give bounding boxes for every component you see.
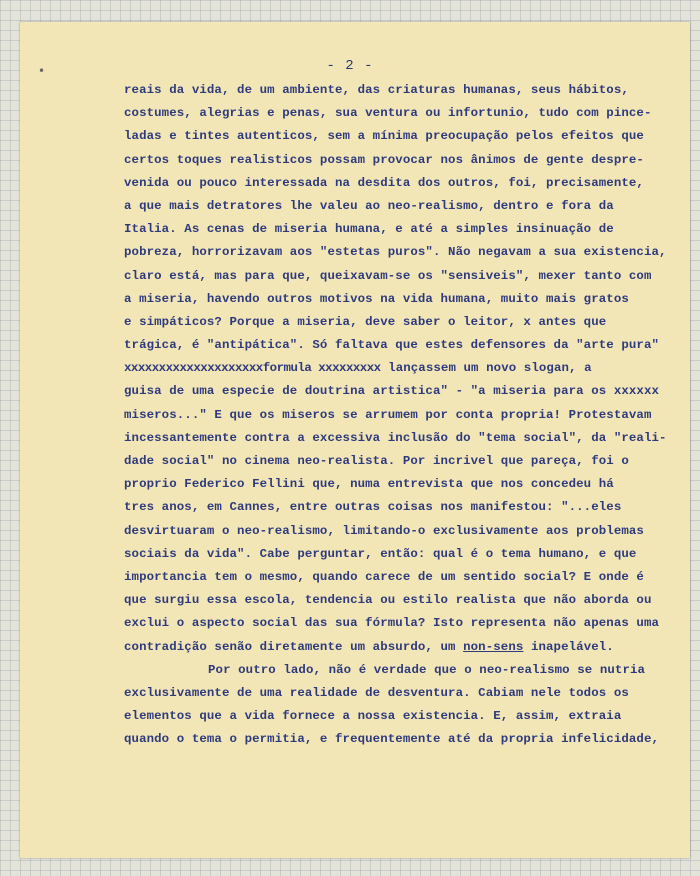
text-line: a miseria, havendo outros motivos na vida humana, muito mais gratos	[124, 291, 629, 306]
text-line: miseros..." E que os miseros se arrumem por conta propria! Protestavam	[124, 407, 652, 422]
text-line: dade social" no cinema neo-realista. Por incrivel que pareça, foi o	[124, 454, 629, 468]
underlined-term: non-sens	[463, 639, 524, 654]
text-line: incessantemente contra a excessiva inclusão do "tema social", da "reali-	[124, 430, 667, 445]
text-line: ladas e tintes autenticos, sem a mínima preocupação pelos efeitos que	[124, 129, 644, 144]
text-line: claro está, mas para que, queixavam-se os "sensiveis", mexer tanto com	[124, 268, 652, 283]
text-fragment: contradição senão diretamente um absurdo, um	[124, 639, 464, 654]
struck-text-line	[124, 357, 684, 380]
page-body	[124, 79, 684, 751]
text-line: e simpáticos? Porque a miseria, deve saber o leitor, x antes que	[124, 314, 607, 329]
paragraph-first-line: Por outro lado, não é verdade que o neo-realismo se nutria	[208, 662, 646, 677]
text-line: certos toques realisticos possam provocar nos ânimos de gente despre-	[124, 152, 644, 167]
text-fragment: inapelável.	[523, 639, 614, 654]
staple-hole-mark: •	[38, 64, 46, 78]
text-line: elementos que a vida fornece a nossa existencia. E, assim, extraia	[124, 709, 622, 724]
text-line: costumes, alegrias e penas, sua ventura ou infortunio, tudo com pince-	[124, 106, 652, 121]
text-line: quando o tema o permitia, e frequentemente até da propria infelicidade,	[124, 732, 660, 747]
text-line: pobreza, horrorizavam aos "estetas puros". Não negavam a sua existencia,	[124, 245, 667, 260]
page-number: - 2 -	[326, 58, 374, 74]
struck-out-text: xxxxxxxxxxxxxxxxxxxxformula xxxxxxxxx	[124, 361, 381, 376]
text-line: exclui o aspecto social das sua fórmula? Isto representa não apenas uma	[124, 616, 660, 631]
text-line: importancia tem o mesmo, quando carece de um sentido social? E onde é	[124, 569, 644, 584]
text-line: a que mais detratores lhe valeu ao neo-realismo, dentro e fora da	[124, 198, 614, 213]
text-fragment: lançassem um novo slogan, a	[380, 361, 592, 376]
text-line: tres anos, em Cannes, entre outras coisas nos manifestou: "...eles	[124, 500, 622, 515]
text-line: proprio Federico Fellini que, numa entrevista que nos concedeu há	[124, 477, 614, 492]
text-line	[124, 636, 684, 659]
text-line: trágica, é "antipática". Só faltava que estes defensores da "arte pura"	[124, 338, 660, 353]
text-line: sociais da vida". Cabe perguntar, então: qual é o tema humano, e que	[124, 546, 637, 561]
text-line: desvirtuaram o neo-realismo, limitando-o exclusivamente aos problemas	[124, 523, 644, 538]
text-line: guisa de uma especie de doutrina artistica" - "a miseria para os xxxxxx	[124, 384, 660, 399]
text-line: reais da vida, de um ambiente, das criaturas humanas, seus hábitos,	[124, 83, 629, 97]
text-line: Italia. As cenas de miseria humana, e até a simples insinuação de	[124, 222, 614, 237]
text-line: venida ou pouco interessada na desdita dos outros, foi, precisamente,	[124, 175, 644, 190]
text-line: que surgiu essa escola, tendencia ou estilo realista que não aborda ou	[124, 593, 652, 608]
text-line: exclusivamente de uma realidade de desventura. Cabiam nele todos os	[124, 685, 629, 700]
